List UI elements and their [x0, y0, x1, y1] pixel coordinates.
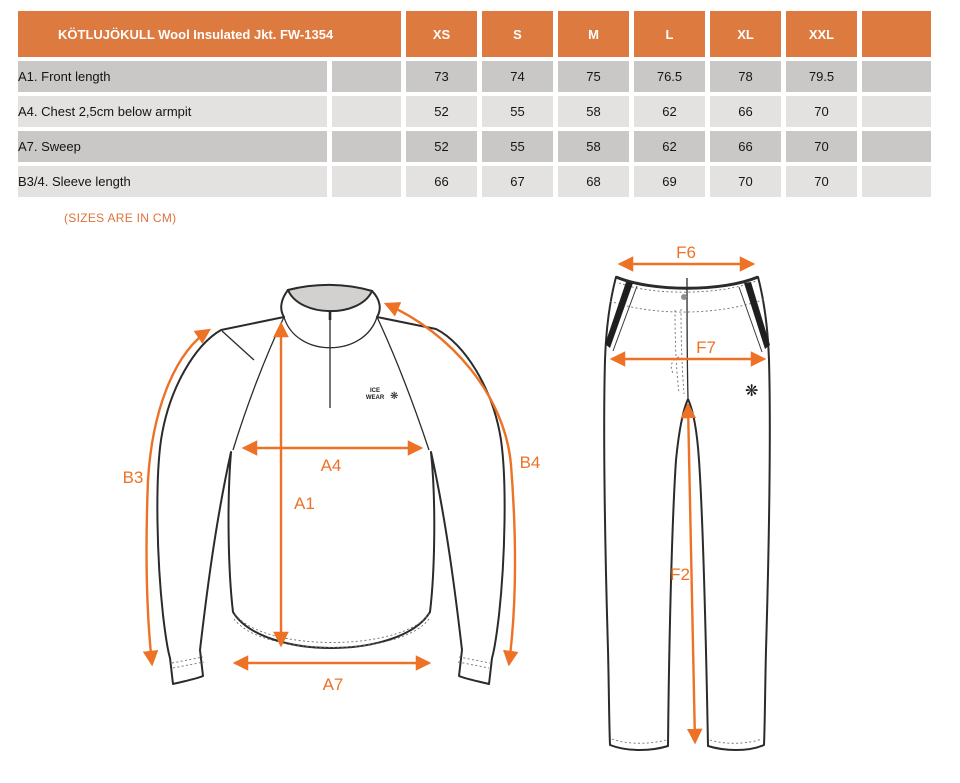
table-cell: 69: [634, 166, 705, 197]
table-cell: 52: [406, 96, 477, 127]
table-cell: 70: [710, 166, 781, 197]
label-b3: B3: [122, 468, 144, 487]
table-cell: 66: [710, 131, 781, 162]
table-cell: 52: [406, 131, 477, 162]
table-cell: 55: [482, 96, 553, 127]
size-header-xl: XL: [710, 11, 781, 57]
label-a4: A4: [320, 456, 342, 475]
table-cell: 62: [634, 131, 705, 162]
table-cell: 68: [558, 166, 629, 197]
size-header-xs: XS: [406, 11, 477, 57]
label-f2: F2: [670, 565, 690, 584]
table-cell: 58: [558, 131, 629, 162]
size-header-m: M: [558, 11, 629, 57]
row-label: A1. Front length: [18, 61, 327, 92]
table-cell: 55: [482, 131, 553, 162]
label-a7: A7: [322, 675, 344, 694]
row-label: A4. Chest 2,5cm below armpit: [18, 96, 327, 127]
table-title: KÖTLUJÖKULL Wool Insulated Jkt. FW-1354: [18, 11, 401, 57]
table-cell: 79.5: [786, 61, 857, 92]
jacket-logo-text-wear: WEAR: [365, 395, 385, 401]
pants-drawing: [604, 243, 770, 750]
jacket-logo-text-ice: ICE: [369, 388, 381, 394]
label-f7: F7: [696, 338, 716, 357]
label-b4: B4: [519, 453, 541, 472]
jacket-outline: [157, 286, 504, 684]
table-cell: 73: [406, 61, 477, 92]
table-cell: 70: [786, 131, 857, 162]
label-a1: A1: [294, 494, 315, 513]
jacket-drawing: [123, 285, 541, 694]
table-cell: 70: [786, 166, 857, 197]
table-cell: 66: [710, 96, 781, 127]
table-cell: 62: [634, 96, 705, 127]
label-f6: F6: [676, 243, 696, 262]
table-cell: 74: [482, 61, 553, 92]
waist-button: [681, 294, 687, 300]
table-cell: 66: [406, 166, 477, 197]
size-header-s: S: [482, 11, 553, 57]
row-label: B3/4. Sleeve length: [18, 166, 327, 197]
table-cell: 75: [558, 61, 629, 92]
table-cell: 70: [786, 96, 857, 127]
table-cell: 58: [558, 96, 629, 127]
table-cell: 67: [482, 166, 553, 197]
units-note: (SIZES ARE IN CM): [64, 211, 177, 225]
size-header-l: L: [634, 11, 705, 57]
size-header-xxl: XXL: [786, 11, 857, 57]
table-cell: 78: [710, 61, 781, 92]
snowflake-icon: ❋: [390, 391, 399, 402]
table-cell: 76.5: [634, 61, 705, 92]
snowflake-icon: ❋: [745, 381, 759, 400]
row-label: A7. Sweep: [18, 131, 327, 162]
